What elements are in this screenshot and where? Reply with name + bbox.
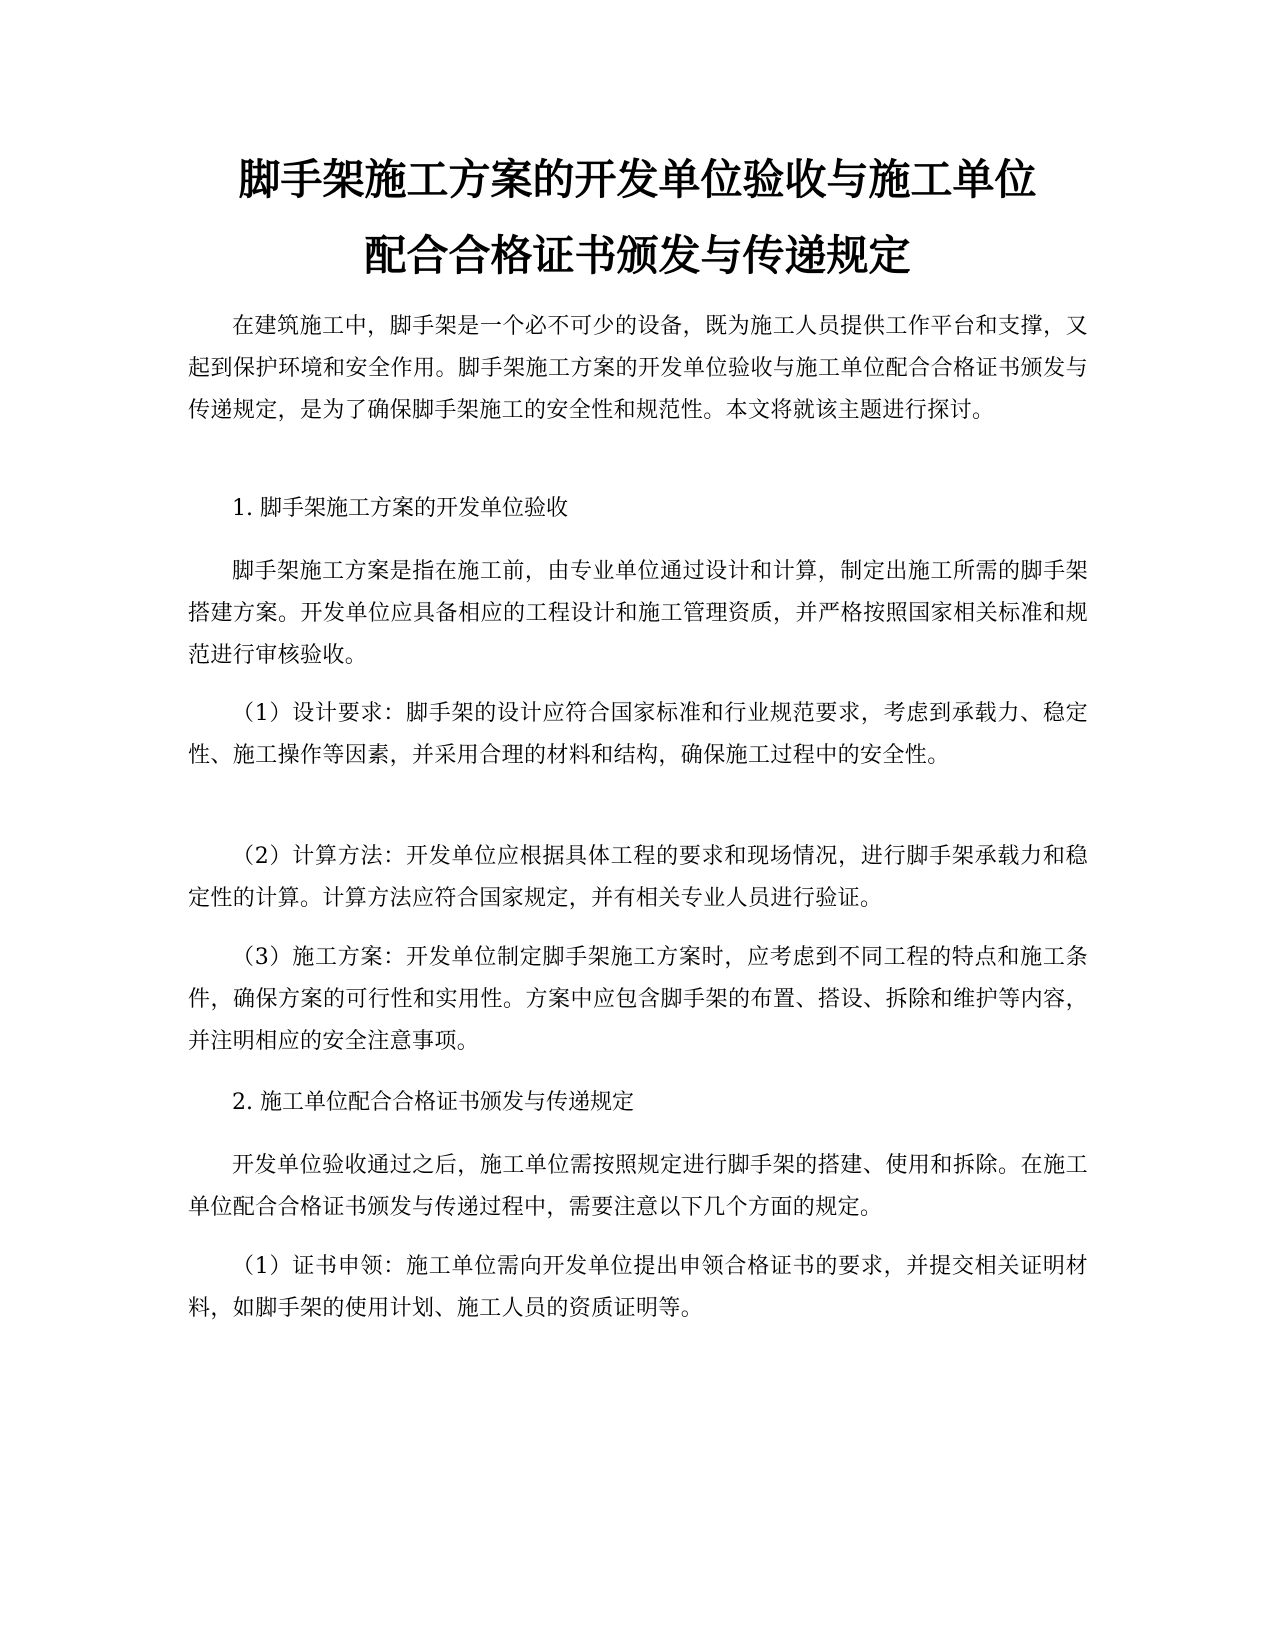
section-2-heading: 2. 施工单位配合合格证书颁发与传递规定 [232,1090,634,1115]
section-1-item-3: （3）施工方案：开发单位制定脚手架施工方案时，应考虑到不同工程的特点和施工条件，确保方案的可行性和实用性。方案中应包含脚手架的布置、搭设、拆除和维护等内容，并注明相应的安全注意事项。 [188,945,1088,1054]
section-1-body: 脚手架施工方案是指在施工前，由专业单位通过设计和计算，制定出施工所需的脚手架搭建方案。开发单位应具备相应的工程设计和施工管理资质，并严格按照国家相关标准和规范进行审核验收。 [188,559,1088,668]
intro-paragraph: 在建筑施工中，脚手架是一个必不可少的设备，既为施工人员提供工作平台和支撑，又起到保护环境和安全作用。脚手架施工方案的开发单位验收与施工单位配合合格证书颁发与传递规定，是为了确保脚手架施工的安全性和规范性。本文将就该主题进行探讨。 [188,314,1088,423]
section-2-body: 开发单位验收通过之后，施工单位需按照规定进行脚手架的搭建、使用和拆除。在施工单位配合合格证书颁发与传递过程中，需要注意以下几个方面的规定。 [188,1153,1088,1220]
section-1-item-1: （1）设计要求：脚手架的设计应符合国家标准和行业规范要求，考虑到承载力、稳定性、施工操作等因素，并采用合理的材料和结构，确保施工过程中的安全性。 [188,701,1088,768]
document-title-line-2: 配合合格证书颁发与传递规定 [364,231,911,280]
section-1-heading: 1. 脚手架施工方案的开发单位验收 [232,496,568,521]
section-2-item-1: （1）证书申领：施工单位需向开发单位提出申领合格证书的要求，并提交相关证明材料，如脚手架的使用计划、施工人员的资质证明等。 [188,1254,1088,1321]
section-1-item-2: （2）计算方法：开发单位应根据具体工程的要求和现场情况，进行脚手架承载力和稳定性的计算。计算方法应符合国家规定，并有相关专业人员进行验证。 [188,844,1088,911]
document-title-line-1: 脚手架施工方案的开发单位验收与施工单位 [238,155,1037,204]
